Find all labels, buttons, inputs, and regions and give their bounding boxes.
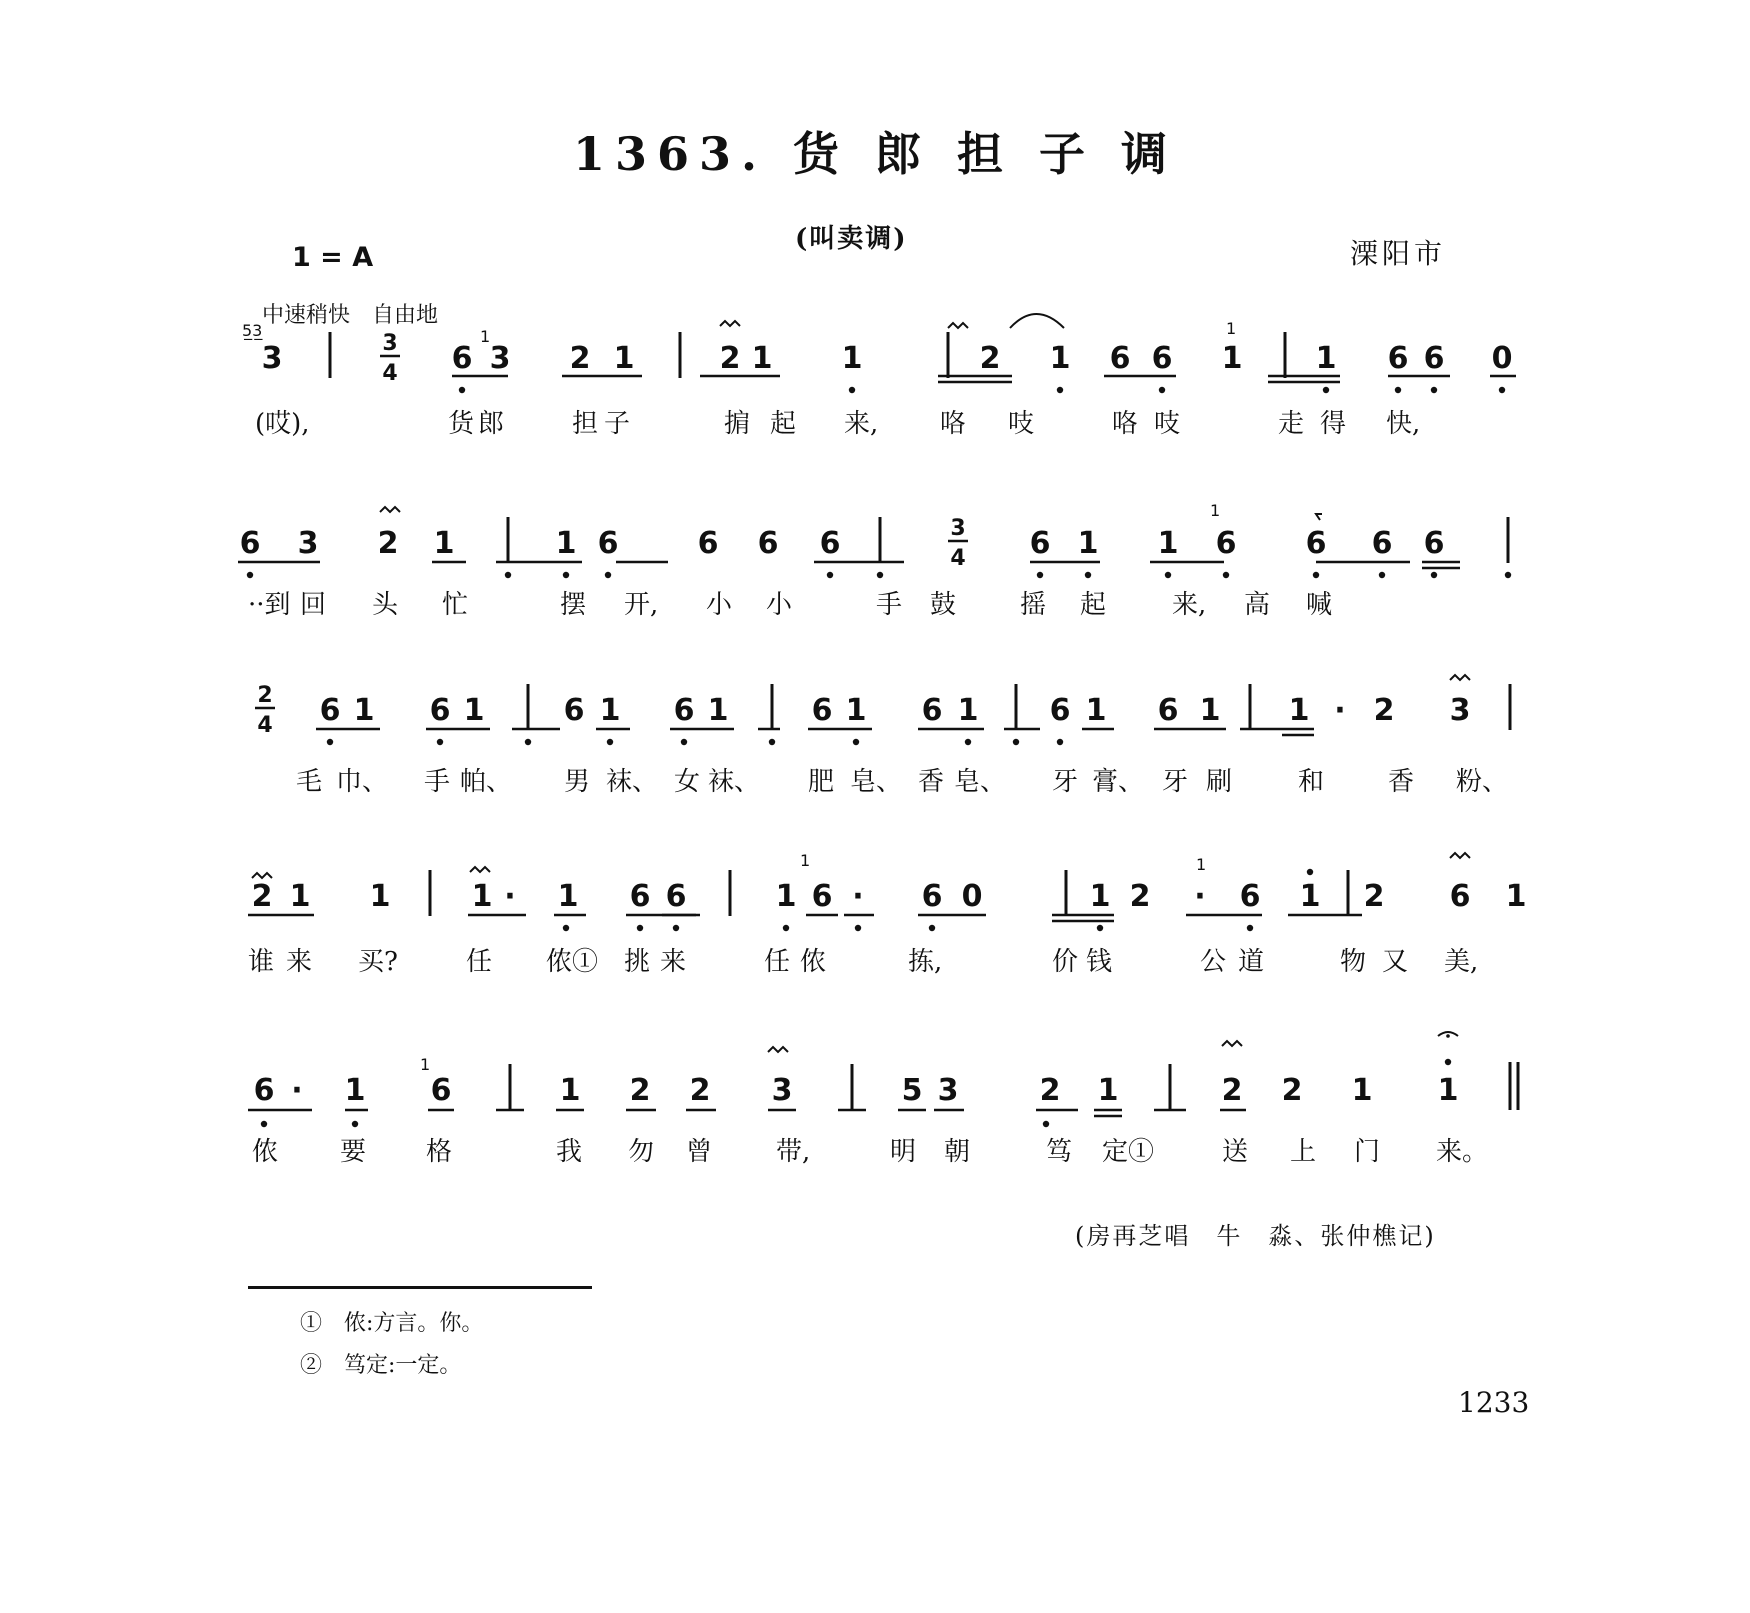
note: 6 <box>697 526 719 561</box>
lyric: 牙 <box>1162 767 1189 797</box>
grace-note: 1 <box>480 327 491 346</box>
note: 1 <box>1199 693 1221 728</box>
octave-dot <box>1043 1121 1049 1127</box>
mordent-mark <box>1450 675 1470 680</box>
time-signature-denominator: 4 <box>382 361 398 386</box>
lyric: 起 <box>770 409 797 439</box>
lyric: 袜、 <box>708 767 761 797</box>
lyric: 起 <box>1080 590 1107 620</box>
note: 6 <box>819 526 841 561</box>
lyric: 摇 <box>1020 590 1047 620</box>
lyric: 肥 <box>808 767 835 797</box>
lyric: 钱 <box>1086 947 1113 977</box>
lyric: 上 <box>1290 1137 1317 1167</box>
lyric: 又 <box>1382 947 1409 977</box>
note: 1 <box>344 1073 366 1108</box>
note: 6 <box>1049 693 1071 728</box>
octave-dot <box>1165 572 1171 578</box>
note: 6 <box>430 1073 452 1108</box>
mordent-mark <box>470 867 490 872</box>
note: 1 <box>751 341 773 376</box>
note: 2 <box>1129 879 1151 914</box>
lyric: 牙 <box>1052 767 1079 797</box>
note: 1 <box>559 1073 581 1108</box>
octave-dot <box>1223 572 1229 578</box>
lyric: 女 <box>674 767 701 797</box>
octave-dot <box>877 572 883 578</box>
octave-dot <box>849 387 855 393</box>
note: 1 <box>1089 879 1111 914</box>
note: 1 <box>433 526 455 561</box>
lyric: 郎 <box>478 409 505 439</box>
lyric: 刷 <box>1206 767 1233 797</box>
octave-dot <box>1159 387 1165 393</box>
octave-dot <box>1499 387 1505 393</box>
mordent-mark <box>1450 853 1470 858</box>
note: 1 <box>1221 341 1243 376</box>
octave-dot <box>827 572 833 578</box>
tie-slur <box>1010 314 1064 328</box>
mordent-mark <box>720 321 740 326</box>
octave-dot <box>1323 387 1329 393</box>
lyric: 来。 <box>1436 1137 1489 1167</box>
note: 0 <box>961 879 983 914</box>
lyric: 子 <box>604 409 631 439</box>
octave-dot <box>1247 925 1253 931</box>
octave-dot <box>1057 387 1063 393</box>
page-number: 1233 <box>1458 1386 1530 1419</box>
octave-dot <box>783 925 789 931</box>
mordent-mark <box>380 507 400 512</box>
note: 6 <box>451 341 473 376</box>
lyric: 送 <box>1222 1137 1249 1167</box>
note: 2 <box>719 341 741 376</box>
octave-dot <box>1307 869 1313 875</box>
lyric: 侬 <box>800 947 827 977</box>
lyric: ··到 <box>248 590 291 620</box>
lyric: 任 <box>764 947 791 977</box>
breath-mark <box>1316 514 1322 520</box>
note: 6 <box>1215 526 1237 561</box>
lyric: 来, <box>1172 590 1207 620</box>
octave-dot <box>261 1121 267 1127</box>
lyric: 掮 <box>724 409 751 439</box>
octave-dot <box>769 739 775 745</box>
lyric: 门 <box>1354 1137 1381 1167</box>
note: 2 <box>1373 693 1395 728</box>
lyric: 吱 <box>1008 409 1035 439</box>
lyric: 价 <box>1052 947 1079 977</box>
note: 2 <box>251 879 273 914</box>
performer-credit: (房再芝唱 牛 淼、张仲樵记) <box>1075 1222 1436 1250</box>
note: 1 <box>1437 1073 1459 1108</box>
note: 6 <box>239 526 261 561</box>
note: 1 <box>1505 879 1527 914</box>
note: 3 <box>1449 693 1471 728</box>
time-signature-numerator: 3 <box>382 331 398 356</box>
note: 1 <box>463 693 485 728</box>
note: 1 <box>1077 526 1099 561</box>
note: 6 <box>1387 341 1409 376</box>
octave-dot <box>1379 572 1385 578</box>
lyric: 毛 <box>296 767 323 797</box>
note: 2 <box>979 341 1001 376</box>
time-signature-denominator: 4 <box>950 546 966 571</box>
octave-dot <box>673 925 679 931</box>
octave-dot <box>1505 572 1511 578</box>
note: 6 <box>921 879 943 914</box>
lyric: 男 <box>564 767 591 797</box>
note: 1 <box>1097 1073 1119 1108</box>
lyric: 忙 <box>442 590 469 620</box>
lyric: (哎), <box>255 409 310 439</box>
note: 6 <box>673 693 695 728</box>
note: 2 <box>1363 879 1385 914</box>
note: 1 <box>555 526 577 561</box>
note: 1 <box>1299 879 1321 914</box>
note: 2 <box>629 1073 651 1108</box>
note: 1 <box>1157 526 1179 561</box>
lyric: 挑 <box>624 947 651 977</box>
footnote-rule <box>248 1286 592 1289</box>
lyric: 任 <box>466 947 493 977</box>
lyric: 小 <box>766 590 793 620</box>
lyric: 咯 <box>1112 409 1139 439</box>
note: 1 <box>1315 341 1337 376</box>
note: 6 <box>563 693 585 728</box>
lyric: 帕、 <box>460 767 513 797</box>
lyric: 快, <box>1386 409 1421 439</box>
note: 2 <box>569 341 591 376</box>
note: 6 <box>319 693 341 728</box>
octave-dot <box>681 739 687 745</box>
key-signature: 1 = A <box>292 242 374 273</box>
grace-note: 1 <box>420 1055 431 1074</box>
octave-dot <box>637 925 643 931</box>
lyric: 物 <box>1340 947 1367 977</box>
note: 1 <box>957 693 979 728</box>
note: 1 <box>845 693 867 728</box>
mordent-mark <box>948 323 968 328</box>
note: 6 <box>1239 879 1261 914</box>
note: 2 <box>689 1073 711 1108</box>
lyric: 得 <box>1320 409 1347 439</box>
lyric: 高 <box>1244 590 1271 620</box>
octave-dot <box>1037 572 1043 578</box>
note: 6 <box>1305 526 1327 561</box>
note: 6 <box>811 693 833 728</box>
lyric: 小 <box>706 590 733 620</box>
octave-dot <box>855 925 861 931</box>
octave-dot <box>1431 387 1437 393</box>
octave-dot <box>1013 739 1019 745</box>
lyric: 开, <box>624 590 659 620</box>
note: 1 <box>353 693 375 728</box>
octave-dot <box>437 739 443 745</box>
octave-dot <box>563 572 569 578</box>
lyric: 喊 <box>1306 590 1333 620</box>
octave-dot <box>607 739 613 745</box>
note: 6 <box>597 526 619 561</box>
grace-note: 1 <box>1226 319 1237 338</box>
lyric: 谁 <box>248 947 275 977</box>
lyric: 回 <box>300 590 327 620</box>
fermata-dot <box>1446 1034 1450 1038</box>
lyric: 我 <box>556 1137 583 1167</box>
grace-note: 1 <box>1196 855 1207 874</box>
note: 2 <box>1281 1073 1303 1108</box>
note: 3 <box>297 526 319 561</box>
lyric: 皂、 <box>850 767 903 797</box>
lyric: 侬 <box>252 1137 279 1167</box>
octave-dot <box>563 925 569 931</box>
note: 6 <box>1151 341 1173 376</box>
note: 5 <box>901 1073 923 1108</box>
note: 1 <box>707 693 729 728</box>
time-signature-denominator: 4 <box>257 713 273 738</box>
note: 6 <box>1371 526 1393 561</box>
lyric: 吱 <box>1154 409 1181 439</box>
lyric: 拣, <box>908 947 943 977</box>
note: 2 <box>377 526 399 561</box>
lyric: 朝 <box>944 1137 971 1167</box>
lyric: 带, <box>776 1137 811 1167</box>
augmentation-dot: · <box>1334 693 1346 728</box>
lyric: 定① <box>1102 1137 1155 1167</box>
note: 1 <box>1049 341 1071 376</box>
tempo-marking: 中速稍快 自由地 <box>262 303 439 328</box>
lyric: 头 <box>372 590 399 620</box>
note: 6 <box>253 1073 275 1108</box>
lyric: 袜、 <box>606 767 659 797</box>
note: 3 <box>261 341 283 376</box>
note: 1 <box>1351 1073 1373 1108</box>
note: 6 <box>1157 693 1179 728</box>
octave-dot <box>352 1121 358 1127</box>
note: 6 <box>811 879 833 914</box>
note: 0 <box>1491 341 1513 376</box>
footnote-2: ② 笃定:一定。 <box>300 1353 462 1378</box>
octave-dot <box>525 739 531 745</box>
lyric: 买? <box>358 947 398 977</box>
note: 3 <box>771 1073 793 1108</box>
octave-dot <box>1395 387 1401 393</box>
lyric: 膏、 <box>1092 767 1145 797</box>
grace-note: 1 <box>800 851 811 870</box>
octave-dot <box>247 572 253 578</box>
mordent-mark <box>1222 1041 1242 1046</box>
note: 6 <box>1029 526 1051 561</box>
lyric: 香 <box>1388 767 1415 797</box>
song-title: 1363. 货 郎 担 子 调 <box>572 127 1178 181</box>
note: 2 <box>1221 1073 1243 1108</box>
lyric: 鼓 <box>930 590 957 620</box>
octave-dot <box>1097 925 1103 931</box>
mordent-mark <box>252 873 272 878</box>
note: 6 <box>921 693 943 728</box>
augmentation-dot: · <box>291 1073 303 1108</box>
mordent-mark <box>768 1047 788 1052</box>
time-signature-numerator: 2 <box>257 683 273 708</box>
note: 6 <box>429 693 451 728</box>
footnote-1: ① 侬:方言。你。 <box>300 1311 484 1336</box>
lyric: 要 <box>340 1137 367 1167</box>
octave-dot <box>1431 572 1437 578</box>
note: 1 <box>1288 693 1310 728</box>
time-signature-numerator: 3 <box>950 516 966 541</box>
lyric: 咯 <box>940 409 967 439</box>
octave-dot <box>965 739 971 745</box>
octave-dot <box>505 572 511 578</box>
lyric: 格 <box>426 1137 453 1167</box>
lyric: 侬① <box>546 947 599 977</box>
note: 6 <box>1109 341 1131 376</box>
lyric: 巾、 <box>336 767 389 797</box>
lyric: 走 <box>1278 409 1305 439</box>
note: 1 <box>471 879 493 914</box>
grace-note: 5̲3̲ <box>242 321 263 340</box>
octave-dot <box>1085 572 1091 578</box>
lyric: 皂、 <box>954 767 1007 797</box>
octave-dot <box>929 925 935 931</box>
note: 1 <box>599 693 621 728</box>
lyric: 香 <box>918 767 945 797</box>
octave-dot <box>605 572 611 578</box>
lyric: 货 <box>448 409 475 439</box>
note: 1 <box>557 879 579 914</box>
augmentation-dot: · <box>1194 879 1206 914</box>
lyric: 公 <box>1200 947 1227 977</box>
lyric: 和 <box>1298 767 1325 797</box>
octave-dot <box>1313 572 1319 578</box>
note: 1 <box>841 341 863 376</box>
note: 2 <box>1039 1073 1061 1108</box>
song-subtitle: (叫卖调) <box>795 224 908 254</box>
lyric: 勿 <box>628 1137 655 1167</box>
grace-note: 1 <box>1210 501 1221 520</box>
lyric: 笃 <box>1046 1137 1073 1167</box>
lyric: 担 <box>572 409 599 439</box>
note: 6 <box>1449 879 1471 914</box>
note: 1 <box>775 879 797 914</box>
origin-place: 溧阳市 <box>1350 237 1447 270</box>
lyric: 美, <box>1444 947 1479 977</box>
octave-dot <box>327 739 333 745</box>
lyric: 手 <box>876 590 903 620</box>
note: 6 <box>1423 526 1445 561</box>
octave-dot <box>459 387 465 393</box>
lyric: 来, <box>844 409 879 439</box>
augmentation-dot: · <box>852 879 864 914</box>
note: 6 <box>757 526 779 561</box>
lyric: 粉、 <box>1456 767 1509 797</box>
lyric: 曾 <box>686 1137 713 1167</box>
octave-dot <box>853 739 859 745</box>
note: 6 <box>665 879 687 914</box>
note: 1 <box>1085 693 1107 728</box>
lyric: 手 <box>424 767 451 797</box>
note: 1 <box>613 341 635 376</box>
octave-dot <box>1057 739 1063 745</box>
lyric: 来 <box>660 947 687 977</box>
note: 3 <box>489 341 511 376</box>
octave-dot <box>1445 1059 1451 1065</box>
note: 1 <box>369 879 391 914</box>
lyric: 来 <box>286 947 313 977</box>
note: 6 <box>1423 341 1445 376</box>
lyric: 明 <box>890 1137 917 1167</box>
note: 1 <box>289 879 311 914</box>
augmentation-dot: · <box>504 879 516 914</box>
lyric: 摆 <box>560 590 587 620</box>
note: 6 <box>629 879 651 914</box>
lyric: 道 <box>1238 947 1265 977</box>
note: 3 <box>937 1073 959 1108</box>
